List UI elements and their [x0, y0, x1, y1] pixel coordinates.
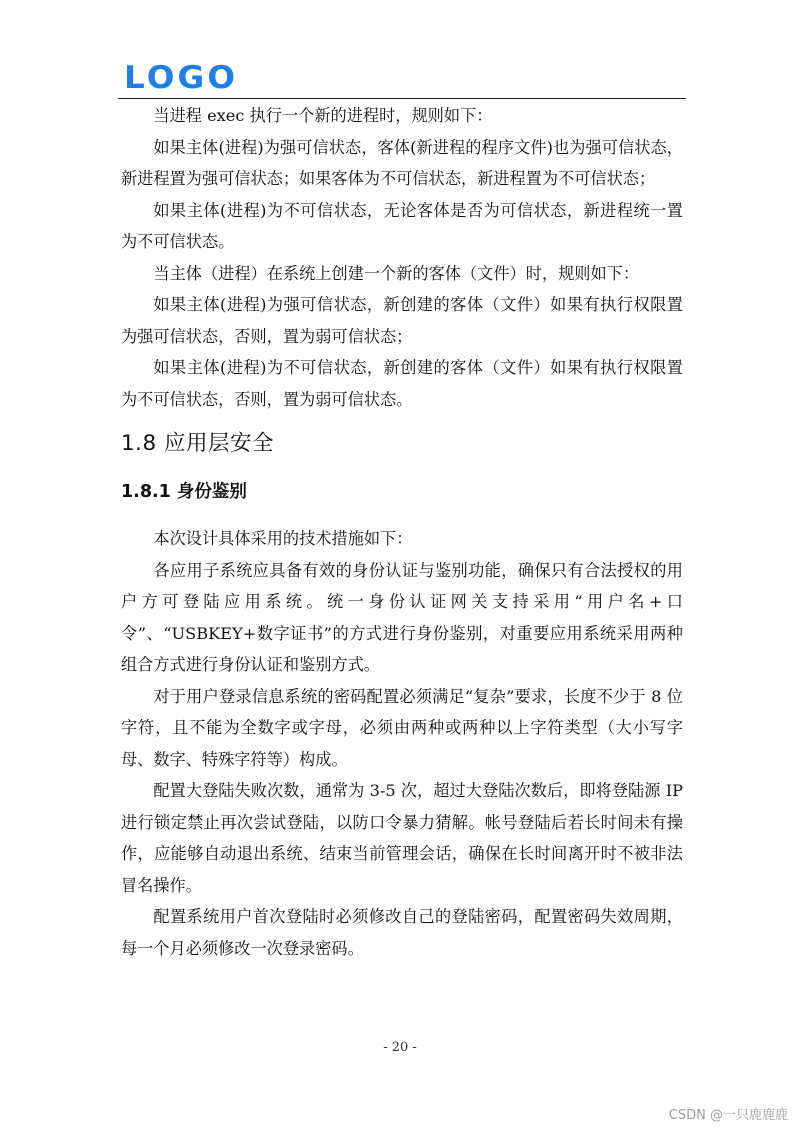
header-divider: [118, 98, 686, 99]
paragraph: 如果主体(进程)为不可信状态，新创建的客体（文件）如果有执行权限置为不可信状态，否则，置为弱可信状态。: [121, 358, 683, 409]
paragraph: 各应用子系统应具备有效的身份认证与鉴别功能，确保只有合法授权的用户方可登陆应用系统。统一身份认证网关支持采用“用户名+口令”、“USBKEY+数字证书”的方式进行身份鉴别，对重要应用系统采用两种组合方式进行身份认证和鉴别方式。: [121, 560, 683, 674]
subsection-heading: 1.8.1 身份鉴别: [121, 482, 247, 502]
paragraph: 本次设计具体采用的技术措施如下：: [153, 529, 413, 548]
paragraph: 配置系统用户首次登陆时必须修改自己的登陆密码，配置密码失效周期，每一个月必须修改一次登录密码。: [121, 907, 683, 958]
paragraph: 如果主体(进程)为不可信状态，无论客体是否为可信状态，新进程统一置为不可信状态。: [121, 200, 683, 251]
watermark: CSDN @一只鹿鹿鹿: [668, 1108, 788, 1123]
section-heading: 1.8 应用层安全: [121, 431, 275, 456]
paragraph: 如果主体(进程)为强可信状态，客体(新进程的程序文件)也为强可信状态，新进程置为强可信状态；如果客体为不可信状态，新进程置为不可信状态；: [121, 137, 683, 188]
page-number: - 20 -: [383, 1040, 417, 1055]
paragraph: 配置大登陆失败次数，通常为 3-5 次，超过大登陆次数后，即将登陆源 IP 进行锁定禁止再次尝试登陆，以防口令暴力猜解。帐号登陆后若长时间未有操作，应能够自动退出系统、结束当前管理会话，确保在长时间离开时不被非法冒名操作。: [121, 781, 683, 895]
paragraph: 如果主体(进程)为强可信状态，新创建的客体（文件）如果有执行权限置为强可信状态，否则，置为弱可信状态；: [121, 295, 683, 346]
paragraph: 对于用户登录信息系统的密码配置必须满足“复杂”要求，长度不少于 8 位字符，且不能为全数字或字母，必须由两种或两种以上字符类型（大小写字母、数字、特殊字符等）构成。: [121, 686, 683, 769]
paragraph: 当进程 exec 执行一个新的进程时，规则如下：: [153, 106, 493, 125]
paragraph: 当主体（进程）在系统上创建一个新的客体（文件）时，规则如下：: [153, 263, 640, 283]
document-body: [121, 100, 683, 964]
logo: LOGO: [124, 60, 239, 96]
